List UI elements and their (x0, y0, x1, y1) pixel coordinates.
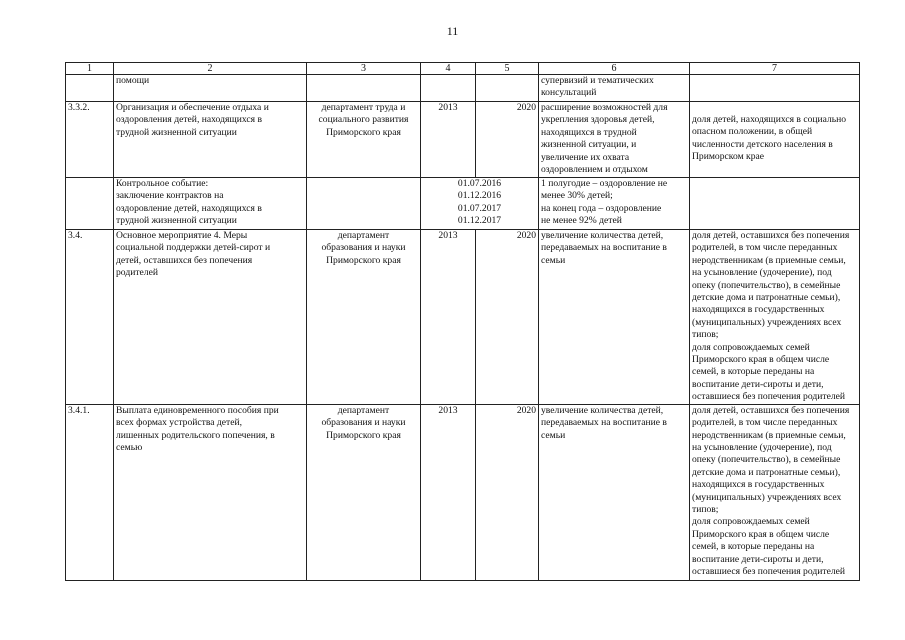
executor-cell: департамент труда и социального развития Приморского края (307, 102, 421, 178)
header-cell-7: 7 (690, 63, 860, 75)
program-table (65, 62, 860, 581)
activity-name-cell: помощи (114, 75, 307, 102)
table-row (66, 178, 860, 230)
end-year-cell (476, 75, 539, 102)
row-number-cell: 3.4. (66, 230, 114, 405)
expected-result-cell: 1 полугодие – оздоровление не менее 30% детей; на конец года – оздоровление не менее 92% детей (539, 178, 690, 230)
header-cell-4: 4 (421, 63, 476, 75)
expected-result-cell: супервизий и тематических консультаций (539, 75, 690, 102)
expected-result-cell: увеличение количества детей, передаваемых на воспитание в семьи (539, 230, 690, 405)
activity-name-cell: Основное мероприятие 4. Меры социальной поддержки детей-сирот и детей, оставшихся без попечения родителей (114, 230, 307, 405)
row-number-cell (66, 75, 114, 102)
start-year-cell (421, 75, 476, 102)
row-number-cell: 3.3.2. (66, 102, 114, 178)
expected-result-cell: расширение возможностей для укрепления здоровья детей, находящихся в трудной жизненной ситуации, и увеличение их охвата оздоровлением и отдыхом (539, 102, 690, 178)
executor-cell (307, 75, 421, 102)
end-year-cell: 2020 (476, 102, 539, 178)
header-cell-2: 2 (114, 63, 307, 75)
indicator-cell: доля детей, оставшихся без попечения родителей, в том числе переданных неродственникам (в приемные семьи, на усыновление (удочерение), под опеку (попечительство), в семейные детские дома и патронатные семьи), находящихся в государственных (муниципальных) учреждениях всех типов; доля сопровождаемых семей Приморского края в общем числе семей, в которые переданы на воспитание дети-сироты и дети, оставшиеся без попечения родителей (690, 230, 860, 405)
indicator-cell (690, 178, 860, 230)
header-cell-1: 1 (66, 63, 114, 75)
expected-result-cell: увеличение количества детей, передаваемых на воспитание в семьи (539, 404, 690, 580)
activity-name-cell: Выплата единовременного пособия при всех формах устройства детей, лишенных родительского попечения, в семью (114, 404, 307, 580)
header-cell-6: 6 (539, 63, 690, 75)
row-number-cell (66, 178, 114, 230)
header-cell-3: 3 (307, 63, 421, 75)
indicator-cell (690, 75, 860, 102)
start-year-cell: 2013 (421, 230, 476, 405)
executor-cell: департамент образования и науки Приморского края (307, 230, 421, 405)
activity-name-cell: Контрольное событие: заключение контрактов на оздоровление детей, находящихся в трудной жизненной ситуации (114, 178, 307, 230)
table-row (66, 404, 860, 580)
page-number: 11 (446, 24, 459, 38)
table-row (66, 75, 860, 102)
table-row (66, 230, 860, 405)
indicator-cell: доля детей, оставшихся без попечения родителей, в том числе переданных неродственникам (в приемные семьи, на усыновление (удочерение), под опеку (попечительство), в семейные детские дома и патронатные семьи), находящихся в государственных (муниципальных) учреждениях всех типов; доля сопровождаемых семей Приморского края в общем числе семей, в которые переданы на воспитание дети-сироты и дети, оставшиеся без попечения родителей (690, 404, 860, 580)
end-year-cell: 2020 (476, 230, 539, 405)
header-cell-5: 5 (476, 63, 539, 75)
start-year-cell: 2013 (421, 102, 476, 178)
row-number-cell: 3.4.1. (66, 404, 114, 580)
table-row (66, 102, 860, 178)
indicator-cell: доля детей, находящихся в социально опасном положении, в общей численности детского населения в Приморском крае (690, 102, 860, 178)
control-dates-cell: 01.07.2016 01.12.2016 01.07.2017 01.12.2017 (421, 178, 539, 230)
start-year-cell: 2013 (421, 404, 476, 580)
table-header-row (66, 63, 860, 75)
end-year-cell: 2020 (476, 404, 539, 580)
executor-cell (307, 178, 421, 230)
executor-cell: департамент образования и науки Приморского края (307, 404, 421, 580)
activity-name-cell: Организация и обеспечение отдыха и оздоровления детей, находящихся в трудной жизненной ситуации (114, 102, 307, 178)
